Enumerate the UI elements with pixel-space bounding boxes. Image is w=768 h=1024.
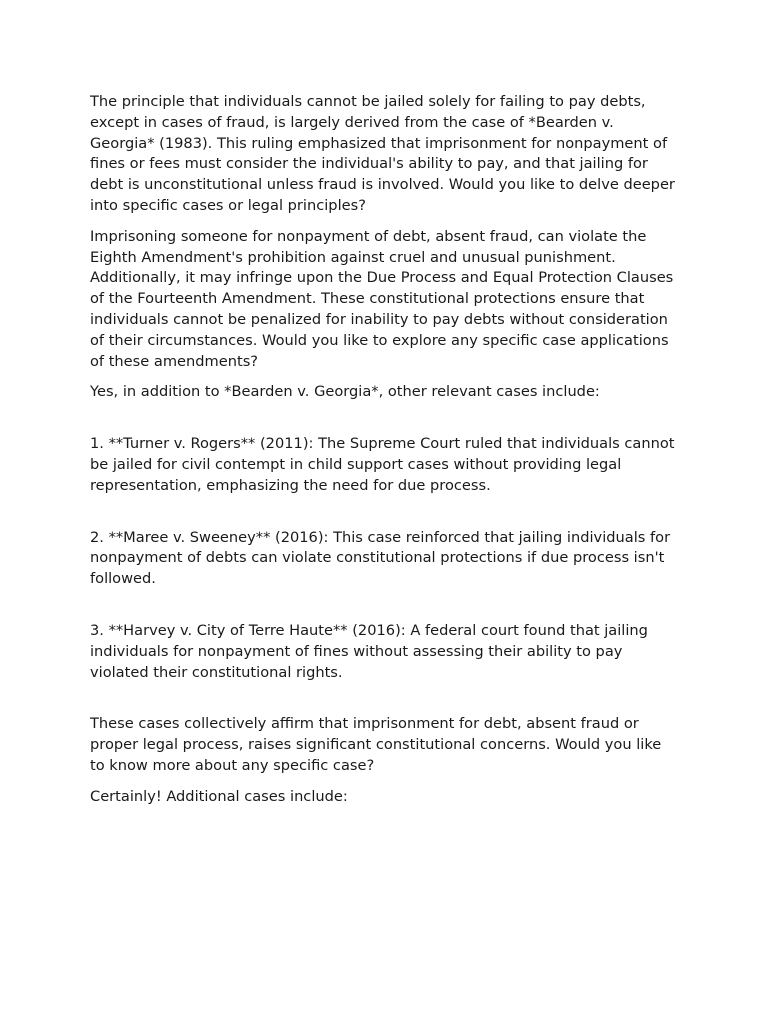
paragraph-bearden-principle: The principle that individuals cannot be jailed solely for failing to pay debts, except in cases of fraud, is largely derived from the case of *Bearden v. Georgia* (1983). This ruling emphasized that imprisonment for nonpayment of fines or fees must consider the individual's ability to pay, and that jailing for debt is unconstitutional unless fraud is involved. Would you like to delve deeper into specific cases or legal principles? <box>90 93 680 214</box>
paragraph-cases-summary: These cases collectively affirm that imprisonment for debt, absent fraud or proper legal process, raises significant constitutional concerns. Would you like to know more about any specific case? <box>90 715 666 774</box>
list-item-turner-v-rogers: 1. **Turner v. Rogers** (2011): The Supreme Court ruled that individuals cannot be jailed for civil contempt in child support cases without providing legal representation, emphasizing the need for due process. <box>90 435 680 494</box>
paragraph-additional-cases: Certainly! Additional cases include: <box>90 787 348 805</box>
list-item-harvey-v-terre-haute: 3. **Harvey v. City of Terre Haute** (2016): A federal court found that jailing individuals for nonpayment of fines without assessing their ability to pay violated their constitutional rights. <box>90 621 653 681</box>
paragraph-constitutional-protections: Imprisoning someone for nonpayment of debt, absent fraud, can violate the Eighth Amendment's prohibition against cruel and unusual punishment. Additionally, it may infringe upon the Due Process and Equal Protection Clauses of the Fourteenth Amendment. These constitutional protections ensure that individuals cannot be penalized for inability to pay debts without consideration of their circumstances. Would you like to explore any specific case applications of these amendments? <box>90 227 678 370</box>
list-item-maree-v-sweeney: 2. **Maree v. Sweeney** (2016): This case reinforced that jailing individuals for nonpayment of debts can violate constitutional protections if due process isn't followed. <box>90 528 675 588</box>
paragraph-relevant-cases-intro: Yes, in addition to *Bearden v. Georgia*, other relevant cases include: <box>90 383 600 401</box>
document-body <box>90 92 680 808</box>
